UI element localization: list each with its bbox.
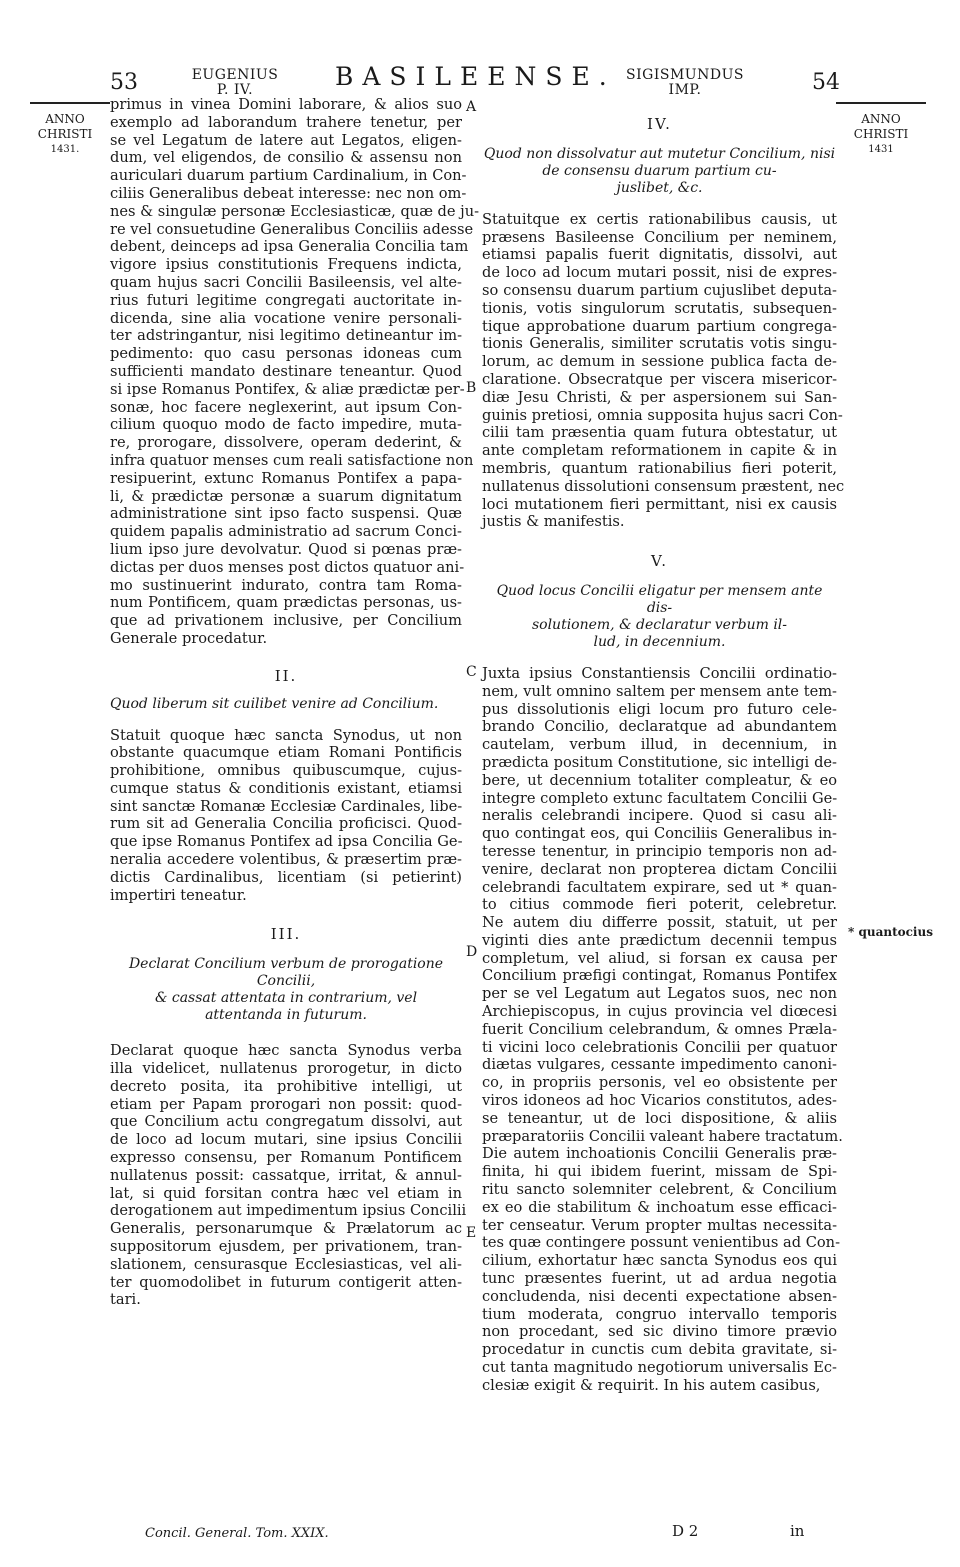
text-line: etiam per Papam prorogari non possit: quod- bbox=[110, 1095, 462, 1113]
section-letter-a: A bbox=[466, 99, 477, 115]
right-year-label bbox=[836, 112, 926, 157]
text-line: pus dissolutionis eligi locum pro futuro cele- bbox=[482, 700, 837, 718]
text-line: procedatur in cunctis cum debita gravitate, si- bbox=[482, 1341, 837, 1359]
text-line: illa videlicet, nullatenus prorogetur, in dicto bbox=[110, 1060, 462, 1078]
margin-line: CHRISTI bbox=[37, 127, 93, 141]
text-line: nes & singulæ personæ Ecclesiasticæ, quæ de ju- bbox=[110, 202, 480, 220]
subtitle-line: de consensu duarum partium cu- bbox=[542, 162, 777, 179]
text-line: num Pontificem, quam prædictas personas, us- bbox=[110, 594, 462, 612]
text-line: celebrandi facultatem expirare, sed ut * quan- bbox=[482, 878, 837, 896]
subtitle-line: juslibet, &c. bbox=[616, 179, 703, 196]
text-line: præparatoriis Concilii valeant habere tractatum. bbox=[482, 1127, 843, 1145]
text-line: se teneantur, ut de loci dispositione, & aliis bbox=[482, 1109, 837, 1127]
text-line: derogationem aut impedimentum ipsius Concilii bbox=[110, 1202, 467, 1220]
text-line: tionis, votis singulorum scrutatis, subsequen- bbox=[482, 299, 837, 317]
text-line: non procedant, sed sic divino timore prævio bbox=[482, 1323, 837, 1341]
text-line: co, in propriis personis, vel eo obsistente per bbox=[482, 1074, 837, 1092]
section-5-numeral: V. bbox=[651, 552, 668, 571]
text-line: ti vicini loco celebrationis Concilii per quatuor bbox=[482, 1038, 837, 1056]
text-line: lium ipso jure devolvatur. Quod si pœnas præ- bbox=[110, 540, 462, 558]
text-line: to citius commode fieri poterit, celebretur. bbox=[482, 896, 837, 914]
subtitle-line: attentanda in futurum. bbox=[205, 1007, 367, 1024]
text-line: tique approbatione duarum partium congrega- bbox=[482, 317, 837, 335]
text-line: diætas vulgares, cessante impedimento canoni- bbox=[482, 1056, 837, 1074]
text-line: Ne autem diu differre possit, statuit, ut per bbox=[482, 914, 837, 932]
text-line: cumque status & conditionis existant, etiamsi bbox=[110, 779, 462, 797]
section-4-subtitle bbox=[482, 146, 837, 197]
right-margin-rule bbox=[836, 102, 926, 104]
left-margin-rule bbox=[30, 102, 110, 104]
text-line: ter censeatur. Verum propter multas necessita- bbox=[482, 1216, 837, 1234]
text-line: ter adstringantur, nisi legitimo detineantur im- bbox=[110, 327, 462, 345]
text-line: suppositorum ejusdem, per privationem, tran- bbox=[110, 1238, 462, 1256]
subtitle-line: Quod locus Concilii eligatur per mensem ante dis- bbox=[496, 582, 823, 616]
text-line: se vel Legatum de latere aut Legatos, eligen- bbox=[110, 131, 462, 149]
text-line: Die autem inchoationis Concilii Generalis præ- bbox=[482, 1145, 837, 1163]
text-line: quam hujus sacri Concilii Basileensis, vel alte- bbox=[110, 273, 462, 291]
section-3-numeral: III. bbox=[270, 925, 302, 944]
text-line: lorum, ac demum in sessione publica facta de- bbox=[482, 353, 837, 371]
text-line: Archiepiscopus, in cujus provincia vel diœcesi bbox=[482, 1003, 837, 1021]
left-running-head bbox=[190, 68, 280, 98]
text-line: cautelam, verbum illud, in decennium, in bbox=[482, 736, 837, 754]
margin-line: ANNO bbox=[861, 112, 901, 126]
text-line: decreto posita, ita prohibitive intelligi, ut bbox=[110, 1077, 462, 1095]
volume-footer: Concil. General. Tom. XXIX. bbox=[145, 1526, 329, 1541]
text-line: exemplo ad laborandum trahere tenetur, per bbox=[110, 113, 462, 131]
text-line: prædicta positum Constitutione, sic intelligi de- bbox=[482, 753, 837, 771]
text-line: que Concilium actu congregatum dissolvi, aut bbox=[110, 1113, 462, 1131]
text-line: integre completo extunc facultatem Concilii Ge- bbox=[482, 789, 838, 807]
text-line: cut tanta magnitudo negotiorum universalis Ec- bbox=[482, 1359, 837, 1377]
text-line: primus in vinea Domini laborare, & alios suo bbox=[110, 96, 462, 113]
page-title: BASILEENSE. bbox=[335, 62, 616, 91]
margin-line: 1431. bbox=[50, 144, 80, 155]
text-line: auriculari duarum partium Cardinalium, in Con- bbox=[110, 167, 467, 185]
right-column bbox=[482, 96, 845, 1395]
running-head-line: SIGISMUNDUS bbox=[626, 67, 744, 83]
text-line: bere, ut decennium totaliter compleatur, & eo bbox=[482, 771, 837, 789]
margin-line: 1431 bbox=[868, 144, 894, 155]
text-line: præsens Basileense Concilium per neminem, bbox=[482, 228, 837, 246]
text-line: teresse tenentur, in principio temporis non ad- bbox=[482, 842, 837, 860]
left-opening-text bbox=[110, 96, 480, 648]
text-line: nem, vult omnino saltem per mensem ante tem- bbox=[482, 682, 837, 700]
text-line: clesiæ exigit & requirit. In his autem casibus, bbox=[482, 1376, 821, 1394]
text-line: resipuerint, extunc Romanus Pontifex a papa- bbox=[110, 469, 462, 487]
running-head-line: IMP. bbox=[668, 82, 702, 98]
margin-line: CHRISTI bbox=[853, 127, 909, 141]
text-line: ciliis Generalibus debeat interesse: nec non om- bbox=[110, 184, 467, 202]
section-letter-c: C bbox=[466, 664, 477, 680]
left-year-label bbox=[30, 112, 100, 157]
text-line: viginti dies ante prædictum decennii tempus bbox=[482, 931, 837, 949]
text-line: brando Concilio, declaratque ad abundantem bbox=[482, 718, 837, 736]
text-line: cilii tam præsentia quam futura obtestatur, ut bbox=[482, 424, 837, 442]
margin-line: ANNO bbox=[45, 112, 85, 126]
text-line: fuerit Concilium celebrandum, & omnes Præla- bbox=[482, 1020, 837, 1038]
text-line: que ipse Romanus Pontifex ad ipsa Concilia Ge- bbox=[110, 833, 463, 851]
section-letter-e: E bbox=[466, 1225, 477, 1241]
text-line: prohibitione, omnibus quibuscumque, cujus- bbox=[110, 762, 462, 780]
text-line: Statuit quoque hæc sancta Synodus, ut non bbox=[110, 726, 462, 744]
text-line: debent, deinceps ad ipsa Generalia Concilia tam bbox=[110, 238, 469, 256]
text-line: sonæ, hoc facere neglexerint, aut ipsum Con- bbox=[110, 398, 462, 416]
text-line: Generale procedatur. bbox=[110, 629, 268, 647]
text-line: dicenda, sine alia vocatione venire personali- bbox=[110, 309, 462, 327]
text-line: cilium quoquo modo de facto impedire, muta- bbox=[110, 416, 462, 434]
section-5-text bbox=[482, 664, 843, 1395]
text-line: quo contingat eos, qui Conciliis Generalibus in- bbox=[482, 825, 837, 843]
text-line: ritu sancto solemniter celebrent, & Concilium bbox=[482, 1181, 837, 1199]
text-line: neralia accedere volentibus, & præsertim præ- bbox=[110, 851, 462, 869]
text-line: concludenda, nisi decenti expectatione absen- bbox=[482, 1287, 837, 1305]
text-line: tes quæ contingere possunt venientibus ad Con- bbox=[482, 1234, 841, 1252]
margin-gloss: * quantocius bbox=[848, 925, 933, 939]
text-line: nullatenus dissolutioni consensum præstent, nec bbox=[482, 477, 845, 495]
right-page-number: 54 bbox=[812, 70, 840, 95]
text-line: dictis Cardinalibus, licentiam (si petierint) bbox=[110, 868, 462, 886]
text-line: per se vel Legatum aut Legatos suos, nec non bbox=[482, 985, 837, 1003]
text-line: expresso consensu, per Romanum Pontificem bbox=[110, 1149, 462, 1167]
section-2-text bbox=[110, 727, 462, 905]
text-line: vigore ipsius constitutionis Frequens indicta, bbox=[110, 256, 462, 274]
signature-mark: D 2 bbox=[672, 1522, 699, 1540]
subtitle-line: solutionem, & declaratur verbum il- bbox=[531, 616, 788, 633]
text-line: Statuitque ex certis rationabilibus causis, ut bbox=[482, 210, 837, 228]
subtitle-line: Quod non dissolvatur aut mutetur Concilium, nisi bbox=[483, 145, 836, 162]
section-2-subtitle: Quod liberum sit cuilibet venire ad Concilium. bbox=[110, 695, 439, 712]
text-line: sufficienti mandato destinare teneantur. Quod bbox=[110, 362, 462, 380]
text-line: si ipse Romanus Pontifex, & aliæ prædictæ per- bbox=[110, 380, 465, 398]
text-line: completum, vel aliud, si forsan ex causa per bbox=[482, 949, 837, 967]
text-line: etiamsi papalis fuerit dignitatis, dissolvi, aut bbox=[482, 246, 837, 264]
section-2-numeral: II. bbox=[274, 666, 298, 685]
text-line: sint sanctæ Romanæ Ecclesiæ Cardinales, libe- bbox=[110, 797, 463, 815]
subtitle-line: Declarat Concilium verbum de prorogatione Concilii, bbox=[128, 956, 444, 990]
right-running-head bbox=[620, 68, 750, 98]
text-line: que ad privationem inclusive, per Concilium bbox=[110, 612, 462, 630]
text-line: Juxta ipsius Constantiensis Concilii ordinatio- bbox=[482, 664, 837, 682]
text-line: infra quatuor menses cum reali satisfactione non bbox=[110, 451, 474, 469]
text-line: li, & prædictæ personæ a suarum dignitatum bbox=[110, 487, 462, 505]
left-page-number: 53 bbox=[110, 70, 138, 95]
text-line: justis & manifestis. bbox=[482, 513, 625, 531]
section-5-subtitle bbox=[482, 583, 837, 651]
text-line: venire, declarat non propterea dictam Concilii bbox=[482, 860, 837, 878]
text-line: impertiri teneatur. bbox=[110, 886, 247, 904]
text-line: tunc præsentes fuerint, ut ad ardua negotia bbox=[482, 1270, 837, 1288]
section-3-text bbox=[110, 1042, 467, 1309]
text-line: pedimento: quo casu personas idoneas cum bbox=[110, 345, 462, 363]
text-line: ter quomodolibet in futurum contigerit atten- bbox=[110, 1273, 462, 1291]
text-line: administratione sint ipso facto suspensi. Quæ bbox=[110, 505, 462, 523]
text-line: re vel consuetudine Generalibus Conciliis adesse bbox=[110, 220, 474, 238]
text-line: de loco ad locum mutari, sine ipsius Concilii bbox=[110, 1131, 462, 1149]
text-line: guinis pretiosi, omnia supposita hujus sacri Con- bbox=[482, 406, 843, 424]
text-line: Generalis, personarumque & Prælatorum ac bbox=[110, 1220, 462, 1238]
text-line: tium moderata, congruo intervallo temporis bbox=[482, 1305, 837, 1323]
text-line: diæ Jesu Christi, & per aspersionem sui San- bbox=[482, 388, 837, 406]
subtitle-line: lud, in decennium. bbox=[593, 633, 726, 650]
text-line: nullatenus possit: cassatque, irritat, & annul- bbox=[110, 1166, 462, 1184]
section-3-subtitle bbox=[110, 956, 462, 1024]
text-line: loci mutationem fieri permittant, nisi ex causis bbox=[482, 495, 837, 513]
text-line: Declarat quoque hæc sancta Synodus verba bbox=[110, 1042, 462, 1060]
running-head-line: P. IV. bbox=[216, 82, 254, 98]
subtitle-line: & cassat attentata in contrarium, vel bbox=[154, 990, 418, 1007]
text-line: lat, si quid forsitan contra hæc vel etiam in bbox=[110, 1184, 462, 1202]
text-line: quidem papalis administratio ad sacrum Conci- bbox=[110, 523, 462, 541]
catchword: in bbox=[790, 1522, 805, 1540]
text-line: dictas per duos menses post dictos quatuor ani- bbox=[110, 558, 465, 576]
text-line: de loco ad locum mutari possit, nisi de expres- bbox=[482, 264, 837, 282]
text-line: finita, hi qui ibidem fuerint, missam de Spi- bbox=[482, 1163, 837, 1181]
text-line: Concilium præfigi contingat, Romanus Pontifex bbox=[482, 967, 837, 985]
section-4-numeral: IV. bbox=[647, 115, 672, 133]
text-line: claratione. Obsecratque per viscera misericor- bbox=[482, 370, 837, 388]
text-line: tari. bbox=[110, 1291, 141, 1309]
text-line: rum sit ad Generalia Concilia proficisci. Quod- bbox=[110, 815, 462, 833]
text-line: mo sustinuerint indurato, contra tam Roma- bbox=[110, 576, 462, 594]
text-line: rius futuri legitime congregati auctoritate in- bbox=[110, 291, 462, 309]
text-line: obstante quacumque etiam Romani Pontificis bbox=[110, 744, 462, 762]
text-line: so consensu duarum partium cujuslibet deputa- bbox=[482, 281, 837, 299]
left-column bbox=[110, 96, 480, 1309]
running-head-line: EUGENIUS bbox=[191, 67, 279, 83]
text-line: tionis Generalis, similiter scrutatis votis singu- bbox=[482, 335, 837, 353]
section-letter-b: B bbox=[466, 380, 477, 396]
text-line: cilium, exhortatur hæc sancta Synodus eos qui bbox=[482, 1252, 837, 1270]
section-letter-d: D bbox=[466, 944, 478, 960]
text-line: neralis celebrandi incipere. Quod si casu ali- bbox=[482, 807, 837, 825]
text-line: ante completam reformationem in capite & in bbox=[482, 442, 837, 460]
text-line: dum, vel eligendos, de consilio & assensu non bbox=[110, 149, 462, 167]
text-line: viros idoneos ad hoc Vicarios constitutos, ades- bbox=[482, 1092, 837, 1110]
text-line: re, prorogare, dissolvere, operam dederint, & bbox=[110, 434, 462, 452]
section-4-text bbox=[482, 210, 845, 531]
text-line: membris, quantum rationabilius fieri poterit, bbox=[482, 459, 837, 477]
text-line: ex eo die stabilitum & inchoatum esse efficaci- bbox=[482, 1198, 837, 1216]
text-line: slationem, censurasque Ecclesiasticas, vel ali- bbox=[110, 1255, 462, 1273]
